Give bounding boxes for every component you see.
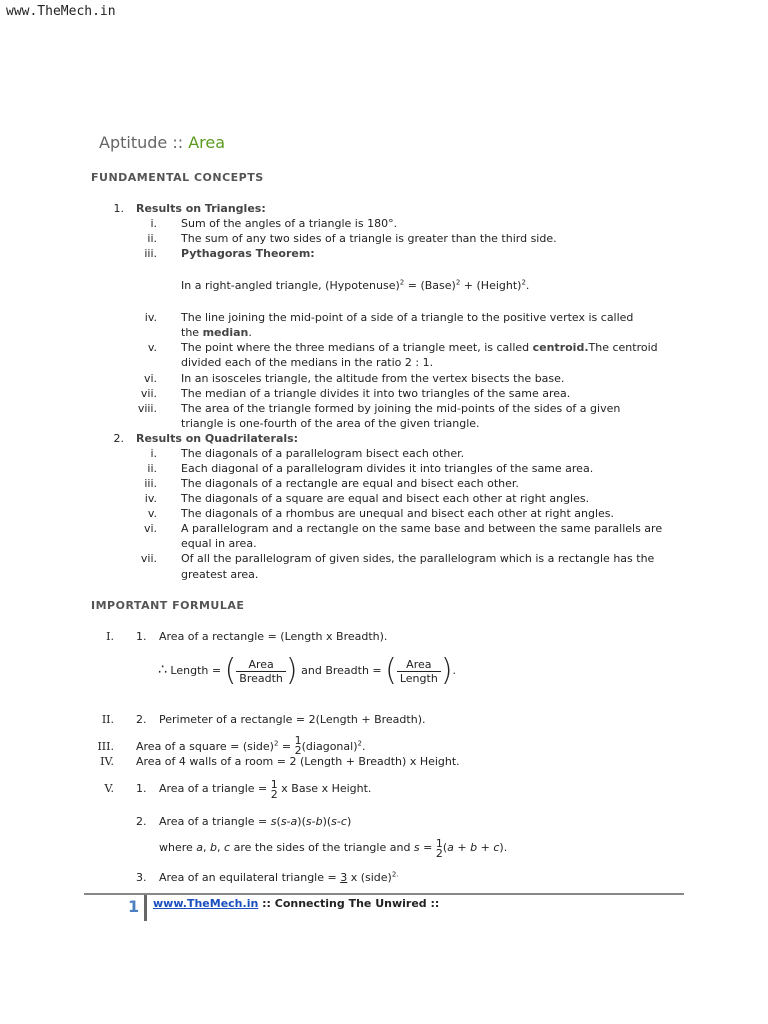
footer-tagline: :: Connecting The Unwired :: — [258, 897, 440, 910]
list-item: The point where the three medians of a triangle meet, is called centroid.The centroid — [181, 341, 658, 354]
site-header: www.TheMech.in — [6, 4, 116, 19]
list-numeral: iv. — [144, 311, 157, 324]
list-item: Each diagonal of a parallelogram divides it into triangles of the same area. — [181, 462, 594, 475]
list-numeral: iv. — [144, 492, 157, 505]
formula-number: 1. — [136, 782, 147, 795]
footer-bar — [144, 895, 147, 921]
formula-equilateral-area: Area of an equilateral triangle = 3 x (side)$^{2.}$ — [159, 870, 399, 884]
list-item: The sum of any two sides of a triangle is greater than the third side. — [181, 232, 557, 245]
list-numeral: vii. — [140, 387, 157, 400]
formula-rectangle-perimeter: Perimeter of a rectangle = 2(Length + Breadth). — [159, 713, 426, 726]
fraction-area-over-length: $\frac{\text{Area}}{\text{Length}}$ — [397, 658, 441, 685]
footer-text — [153, 897, 439, 910]
list-numeral: v. — [147, 507, 157, 520]
list-numeral: ii. — [147, 462, 157, 475]
list-numeral: v. — [147, 341, 157, 354]
list-numeral: i. — [150, 447, 157, 460]
formula-square-area: Area of a square = (side)$^2$ = 1 2 (diagonal)$^2$. — [136, 734, 366, 757]
page-number: 1 — [128, 897, 140, 916]
section-heading-formulae: IMPORTANT FORMULAE — [91, 599, 245, 612]
list-item-continued: divided each of the medians in the ratio 2 : 1. — [181, 356, 434, 369]
list-item-continued: the median. — [181, 326, 252, 339]
list-item-continued: equal in area. — [181, 537, 257, 550]
list-item: The diagonals of a square are equal and bisect each other at right angles. — [181, 492, 590, 505]
formula-rectangle-area: Area of a rectangle = (Length x Breadth). — [159, 630, 388, 643]
list-numeral: vii. — [140, 552, 157, 565]
list-numeral: viii. — [137, 402, 157, 415]
formula-number: 2. — [136, 815, 147, 828]
list-numeral: iii. — [144, 247, 157, 260]
list-numeral: vi. — [143, 522, 157, 535]
footer-link[interactable]: www.TheMech.in — [153, 897, 259, 910]
list-item: The median of a triangle divides it into two triangles of the same area. — [181, 387, 571, 400]
list-numeral: i. — [150, 217, 157, 230]
list-number: 1. — [113, 202, 124, 215]
list-item: The line joining the mid-point of a side of a triangle to the positive vertex is called — [181, 311, 634, 324]
title-topic: Area — [188, 133, 226, 152]
formula-heron: Area of a triangle = s(s-a)(s-b)(s-c) — [159, 815, 352, 828]
formula-heron-where: where a, b, c are the sides of the triangle and s = 1 2 (a + b + c). — [159, 837, 508, 860]
list-item: Sum of the angles of a triangle is 180°. — [181, 217, 398, 230]
roman-numeral: II. — [101, 713, 114, 726]
list-item: In an isosceles triangle, the altitude from the vertex bisects the base. — [181, 372, 565, 385]
list-item: The diagonals of a rectangle are equal and bisect each other. — [181, 477, 519, 490]
pythagoras-title: Pythagoras Theorem: — [181, 247, 315, 260]
roman-numeral: V. — [104, 782, 114, 795]
list-item: The diagonals of a parallelogram bisect each other. — [181, 447, 465, 460]
page-title — [99, 133, 225, 152]
list-item: The area of the triangle formed by joining the mid-points of the sides of a given — [181, 402, 621, 415]
subsection-title-triangles: Results on Triangles: — [136, 202, 266, 215]
roman-numeral: I. — [106, 630, 114, 643]
roman-numeral: III. — [97, 740, 114, 753]
formula-walls-area: Area of 4 walls of a room = 2 (Length + Breadth) x Height. — [136, 755, 460, 768]
formula-number: 3. — [136, 871, 147, 884]
footer-divider — [84, 893, 684, 895]
formula-number: 1. — [136, 630, 147, 643]
pythagoras-formula: In a right-angled triangle, (Hypotenuse)$^2$ = (Base)$^2$ + (Height)$^2$. — [181, 278, 530, 292]
section-heading-fundamentals: FUNDAMENTAL CONCEPTS — [91, 171, 264, 184]
roman-numeral: IV. — [100, 755, 114, 768]
list-item: A parallelogram and a rectangle on the same base and between the same parallels are — [181, 522, 663, 535]
list-item: Of all the parallelogram of given sides, the parallelogram which is a rectangle has the — [181, 552, 655, 565]
list-numeral: iii. — [144, 477, 157, 490]
formula-number: 2. — [136, 713, 147, 726]
list-item-continued: triangle is one-fourth of the area of the given triangle. — [181, 417, 480, 430]
list-numeral: vi. — [143, 372, 157, 385]
fraction-area-over-breadth: $\frac{\text{Area}}{\text{Breadth}}$ — [236, 658, 286, 685]
list-numeral: ii. — [147, 232, 157, 245]
list-item: The diagonals of a rhombus are unequal and bisect each other at right angles. — [181, 507, 615, 520]
title-prefix: Aptitude :: — [99, 133, 189, 152]
list-item-continued: greatest area. — [181, 568, 259, 581]
list-number: 2. — [113, 432, 124, 445]
formula-length-breadth: ∴ Length = ( $\frac{\text{Area}}{\text{Breadth}}$ ) and Breadth = ( $\frac{\text{Area}}{\text{Length}}$ ). — [158, 653, 457, 688]
subsection-title-quadrilaterals: Results on Quadrilaterals: — [136, 432, 299, 445]
formula-triangle-area: Area of a triangle = 1 2 x Base x Height. — [159, 778, 372, 801]
therefore-symbol: ∴ — [158, 662, 167, 678]
